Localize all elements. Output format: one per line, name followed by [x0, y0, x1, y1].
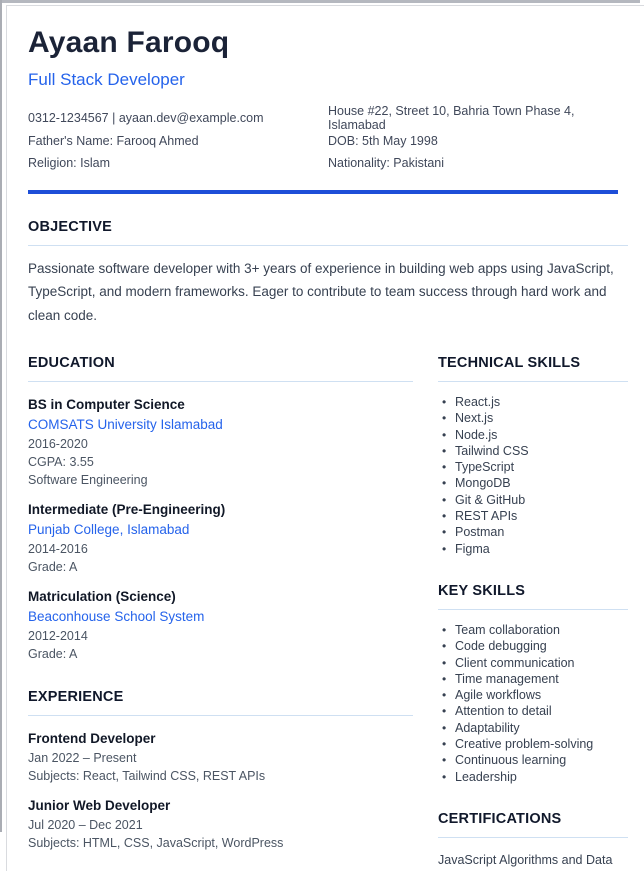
- experience-details: [28, 749, 413, 785]
- header-divider: [28, 190, 618, 194]
- skill-item: • Continuous learning: [438, 752, 628, 768]
- school-link[interactable]: Beaconhouse School System: [28, 609, 205, 624]
- skill-item: • Figma: [438, 541, 628, 557]
- window-top-edge: [0, 0, 640, 3]
- contact-line: Nationality: Pakistani: [328, 156, 445, 171]
- contact-line: Religion: Islam: [28, 156, 110, 171]
- degree-title: BS in Computer Science: [28, 397, 185, 412]
- technical-skills-heading: TECHNICAL SKILLS: [438, 355, 628, 382]
- skill-item: • Next.js: [438, 410, 628, 426]
- education-detail-line: CGPA: 3.55: [28, 455, 94, 469]
- experience-heading: EXPERIENCE: [28, 689, 413, 716]
- skill-item: • Code debugging: [438, 638, 628, 654]
- skill-item: • Leadership: [438, 769, 628, 785]
- window-left-edge: [0, 0, 2, 832]
- objective-heading: OBJECTIVE: [28, 219, 628, 246]
- section-key-skills: [438, 583, 628, 785]
- education-details: [28, 540, 413, 576]
- page-title: Ayaan Farooq: [28, 26, 230, 59]
- school-link[interactable]: Punjab College, Islamabad: [28, 522, 190, 537]
- education-detail-line: 2014-2016: [28, 542, 88, 556]
- skill-item: • Tailwind CSS: [438, 443, 628, 459]
- experience-detail-line: Jan 2022 – Present: [28, 751, 137, 765]
- section-certifications: [438, 811, 628, 869]
- degree-title: Matriculation (Science): [28, 589, 176, 604]
- education-entry: [28, 587, 413, 663]
- contact-line: Father's Name: Farooq Ahmed: [28, 133, 199, 148]
- education-detail-line: 2012-2014: [28, 629, 88, 643]
- education-detail-line: Grade: A: [28, 647, 78, 661]
- technical-skills-list: [438, 394, 628, 557]
- school-link[interactable]: COMSATS University Islamabad: [28, 417, 223, 432]
- experience-detail-line: Jul 2020 – Dec 2021: [28, 818, 143, 832]
- certifications-heading: CERTIFICATIONS: [438, 811, 628, 838]
- skill-item: • Team collaboration: [438, 622, 628, 638]
- skill-item: • MongoDB: [438, 475, 628, 491]
- skill-item: • Node.js: [438, 427, 628, 443]
- skill-item: • Creative problem-solving: [438, 736, 628, 752]
- contact-line: House #22, Street 10, Bahria Town Phase 4, Islamabad: [328, 104, 575, 133]
- section-education: [28, 355, 413, 663]
- section-objective: [28, 219, 628, 328]
- experience-entry: [28, 796, 413, 852]
- education-detail-line: Grade: A: [28, 560, 78, 574]
- skill-item: • React.js: [438, 394, 628, 410]
- skill-item: • Client communication: [438, 655, 628, 671]
- education-entry: [28, 500, 413, 576]
- education-detail-line: 2016-2020: [28, 437, 88, 451]
- section-technical-skills: [438, 355, 628, 557]
- job-title: Frontend Developer: [28, 731, 156, 746]
- skill-item: • Postman: [438, 524, 628, 540]
- skill-item: • TypeScript: [438, 459, 628, 475]
- skill-item: • Git & GitHub: [438, 492, 628, 508]
- skill-item: • Attention to detail: [438, 703, 628, 719]
- skill-item: • REST APIs: [438, 508, 628, 524]
- contact-line: DOB: 5th May 1998: [328, 133, 438, 148]
- experience-entry: [28, 729, 413, 785]
- education-heading: EDUCATION: [28, 355, 413, 382]
- section-experience: [28, 689, 413, 852]
- experience-detail-line: Subjects: HTML, CSS, JavaScript, WordPress: [28, 836, 284, 850]
- certifications-list: [438, 852, 628, 869]
- experience-details: [28, 816, 413, 852]
- education-details: [28, 435, 413, 489]
- right-column: [438, 355, 628, 869]
- contact-info: [28, 104, 628, 175]
- degree-title: Intermediate (Pre-Engineering): [28, 502, 226, 517]
- two-column-body: [28, 355, 628, 869]
- skill-item: • Adaptability: [438, 720, 628, 736]
- contact-line: 0312-1234567 | ayaan.dev@example.com: [28, 111, 264, 126]
- experience-detail-line: Subjects: React, Tailwind CSS, REST APIs: [28, 769, 266, 783]
- left-column: [28, 355, 413, 852]
- skill-item: • Agile workflows: [438, 687, 628, 703]
- role-subtitle: Full Stack Developer: [28, 70, 185, 89]
- key-skills-list: [438, 622, 628, 785]
- education-entry: [28, 395, 413, 489]
- resume-content: [28, 26, 628, 869]
- key-skills-heading: KEY SKILLS: [438, 583, 628, 610]
- certification-item: JavaScript Algorithms and Data: [438, 852, 613, 867]
- education-details: [28, 627, 413, 663]
- objective-text: Passionate software developer with 3+ years of experience in building web apps using JavaScript, TypeScript, and modern frameworks. Eager to contribute to team success through hard work and clean code.: [28, 260, 614, 323]
- education-detail-line: Software Engineering: [28, 473, 148, 487]
- skill-item: • Time management: [438, 671, 628, 687]
- job-title: Junior Web Developer: [28, 798, 171, 813]
